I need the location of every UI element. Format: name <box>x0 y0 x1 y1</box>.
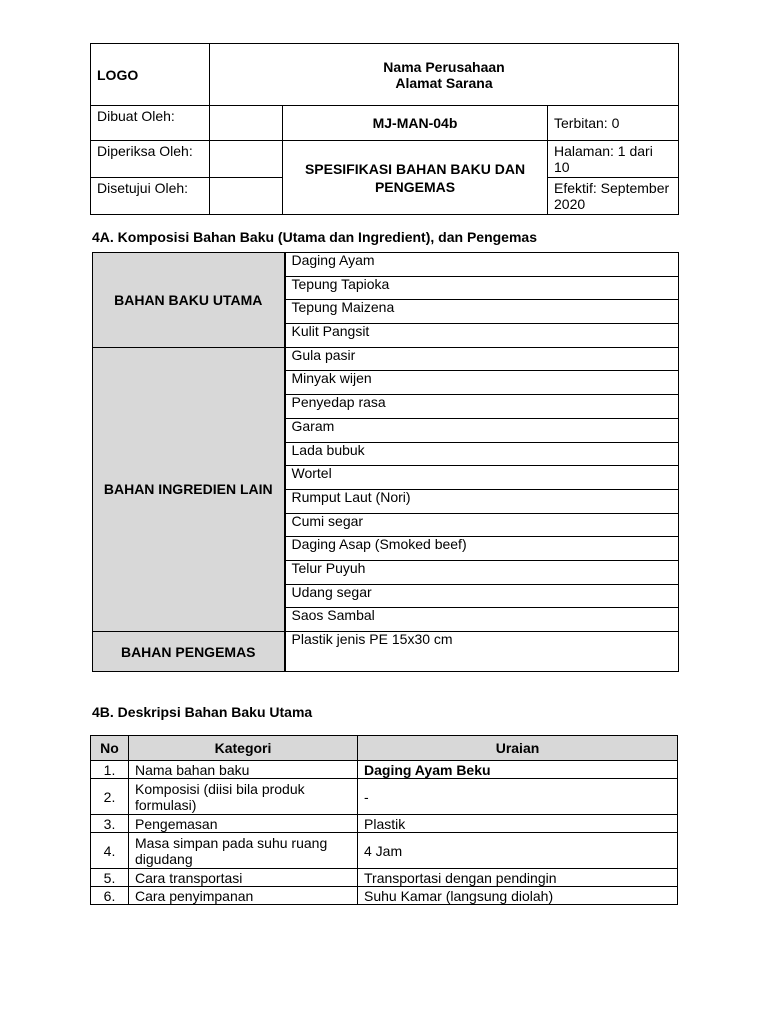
composition-category: BAHAN PENGEMAS <box>93 632 285 672</box>
row-description: 4 Jam <box>358 833 678 869</box>
checked-by-label: Diperiksa Oleh: <box>91 141 210 178</box>
description-row <box>91 833 678 869</box>
doc-code: MJ-MAN-04b <box>283 106 548 141</box>
composition-item: Penyedap rasa <box>285 395 679 419</box>
row-number: 2. <box>91 779 129 815</box>
issue-number: Terbitan: 0 <box>548 106 679 141</box>
row-description: Daging Ayam Beku <box>358 761 678 779</box>
composition-item: Garam <box>285 418 679 442</box>
row-description: Transportasi dengan pendingin <box>358 869 678 887</box>
section-b-heading: 4B. Deskripsi Bahan Baku Utama <box>92 704 313 720</box>
row-description: Plastik <box>358 815 678 833</box>
composition-category: BAHAN BAKU UTAMA <box>93 253 285 348</box>
page-info: Halaman: 1 dari 10 <box>548 141 679 178</box>
composition-item: Tepung Maizena <box>285 300 679 324</box>
column-header-uraian: Uraian <box>358 736 678 761</box>
company-name: Nama Perusahaan <box>383 58 505 75</box>
composition-row <box>93 632 679 672</box>
composition-row <box>93 347 679 371</box>
row-number: 5. <box>91 869 129 887</box>
row-number: 3. <box>91 815 129 833</box>
row-number: 1. <box>91 761 129 779</box>
row-category: Nama bahan baku <box>129 761 358 779</box>
row-description: - <box>358 779 678 815</box>
composition-item: Minyak wijen <box>285 371 679 395</box>
row-category: Cara penyimpanan <box>129 887 358 905</box>
row-number: 6. <box>91 887 129 905</box>
company-address: Alamat Sarana <box>395 74 493 91</box>
row-category: Masa simpan pada suhu ruang digudang <box>129 833 358 869</box>
composition-item: Lada bubuk <box>285 442 679 466</box>
description-row <box>91 779 678 815</box>
composition-item: Rumput Laut (Nori) <box>285 489 679 513</box>
composition-item: Daging Asap (Smoked beef) <box>285 537 679 561</box>
description-row <box>91 887 678 905</box>
composition-item: Tepung Tapioka <box>285 276 679 300</box>
made-by-label: Dibuat Oleh: <box>91 106 210 141</box>
composition-table <box>92 252 679 672</box>
composition-row <box>93 253 679 277</box>
description-table <box>90 735 678 905</box>
approved-by-label: Disetujui Oleh: <box>91 178 210 215</box>
description-row <box>91 761 678 779</box>
row-category: Pengemasan <box>129 815 358 833</box>
composition-item: Plastik jenis PE 15x30 cm <box>285 632 679 672</box>
composition-item: Kulit Pangsit <box>285 324 679 348</box>
made-by-value <box>210 106 283 141</box>
company-cell <box>210 44 679 106</box>
logo-cell: LOGO <box>91 44 210 106</box>
column-header-kategori: Kategori <box>129 736 358 761</box>
row-description: Suhu Kamar (langsung diolah) <box>358 887 678 905</box>
composition-item: Gula pasir <box>285 347 679 371</box>
composition-item: Cumi segar <box>285 513 679 537</box>
description-row <box>91 869 678 887</box>
approved-by-value <box>210 178 283 215</box>
composition-item: Telur Puyuh <box>285 560 679 584</box>
checked-by-value <box>210 141 283 178</box>
column-header-no: No <box>91 736 129 761</box>
document-header-table <box>90 43 679 215</box>
row-category: Komposisi (diisi bila produk formulasi) <box>129 779 358 815</box>
description-row <box>91 815 678 833</box>
composition-item: Wortel <box>285 466 679 490</box>
composition-item: Udang segar <box>285 584 679 608</box>
row-category: Cara transportasi <box>129 869 358 887</box>
doc-title: SPESIFIKASI BAHAN BAKU DAN PENGEMAS <box>283 141 548 215</box>
composition-item: Saos Sambal <box>285 608 679 632</box>
composition-category: BAHAN INGREDIEN LAIN <box>93 347 285 631</box>
row-number: 4. <box>91 833 129 869</box>
section-a-heading: 4A. Komposisi Bahan Baku (Utama dan Ingredient), dan Pengemas <box>92 229 537 245</box>
effective-date: Efektif: September 2020 <box>548 178 679 215</box>
composition-item: Daging Ayam <box>285 253 679 277</box>
